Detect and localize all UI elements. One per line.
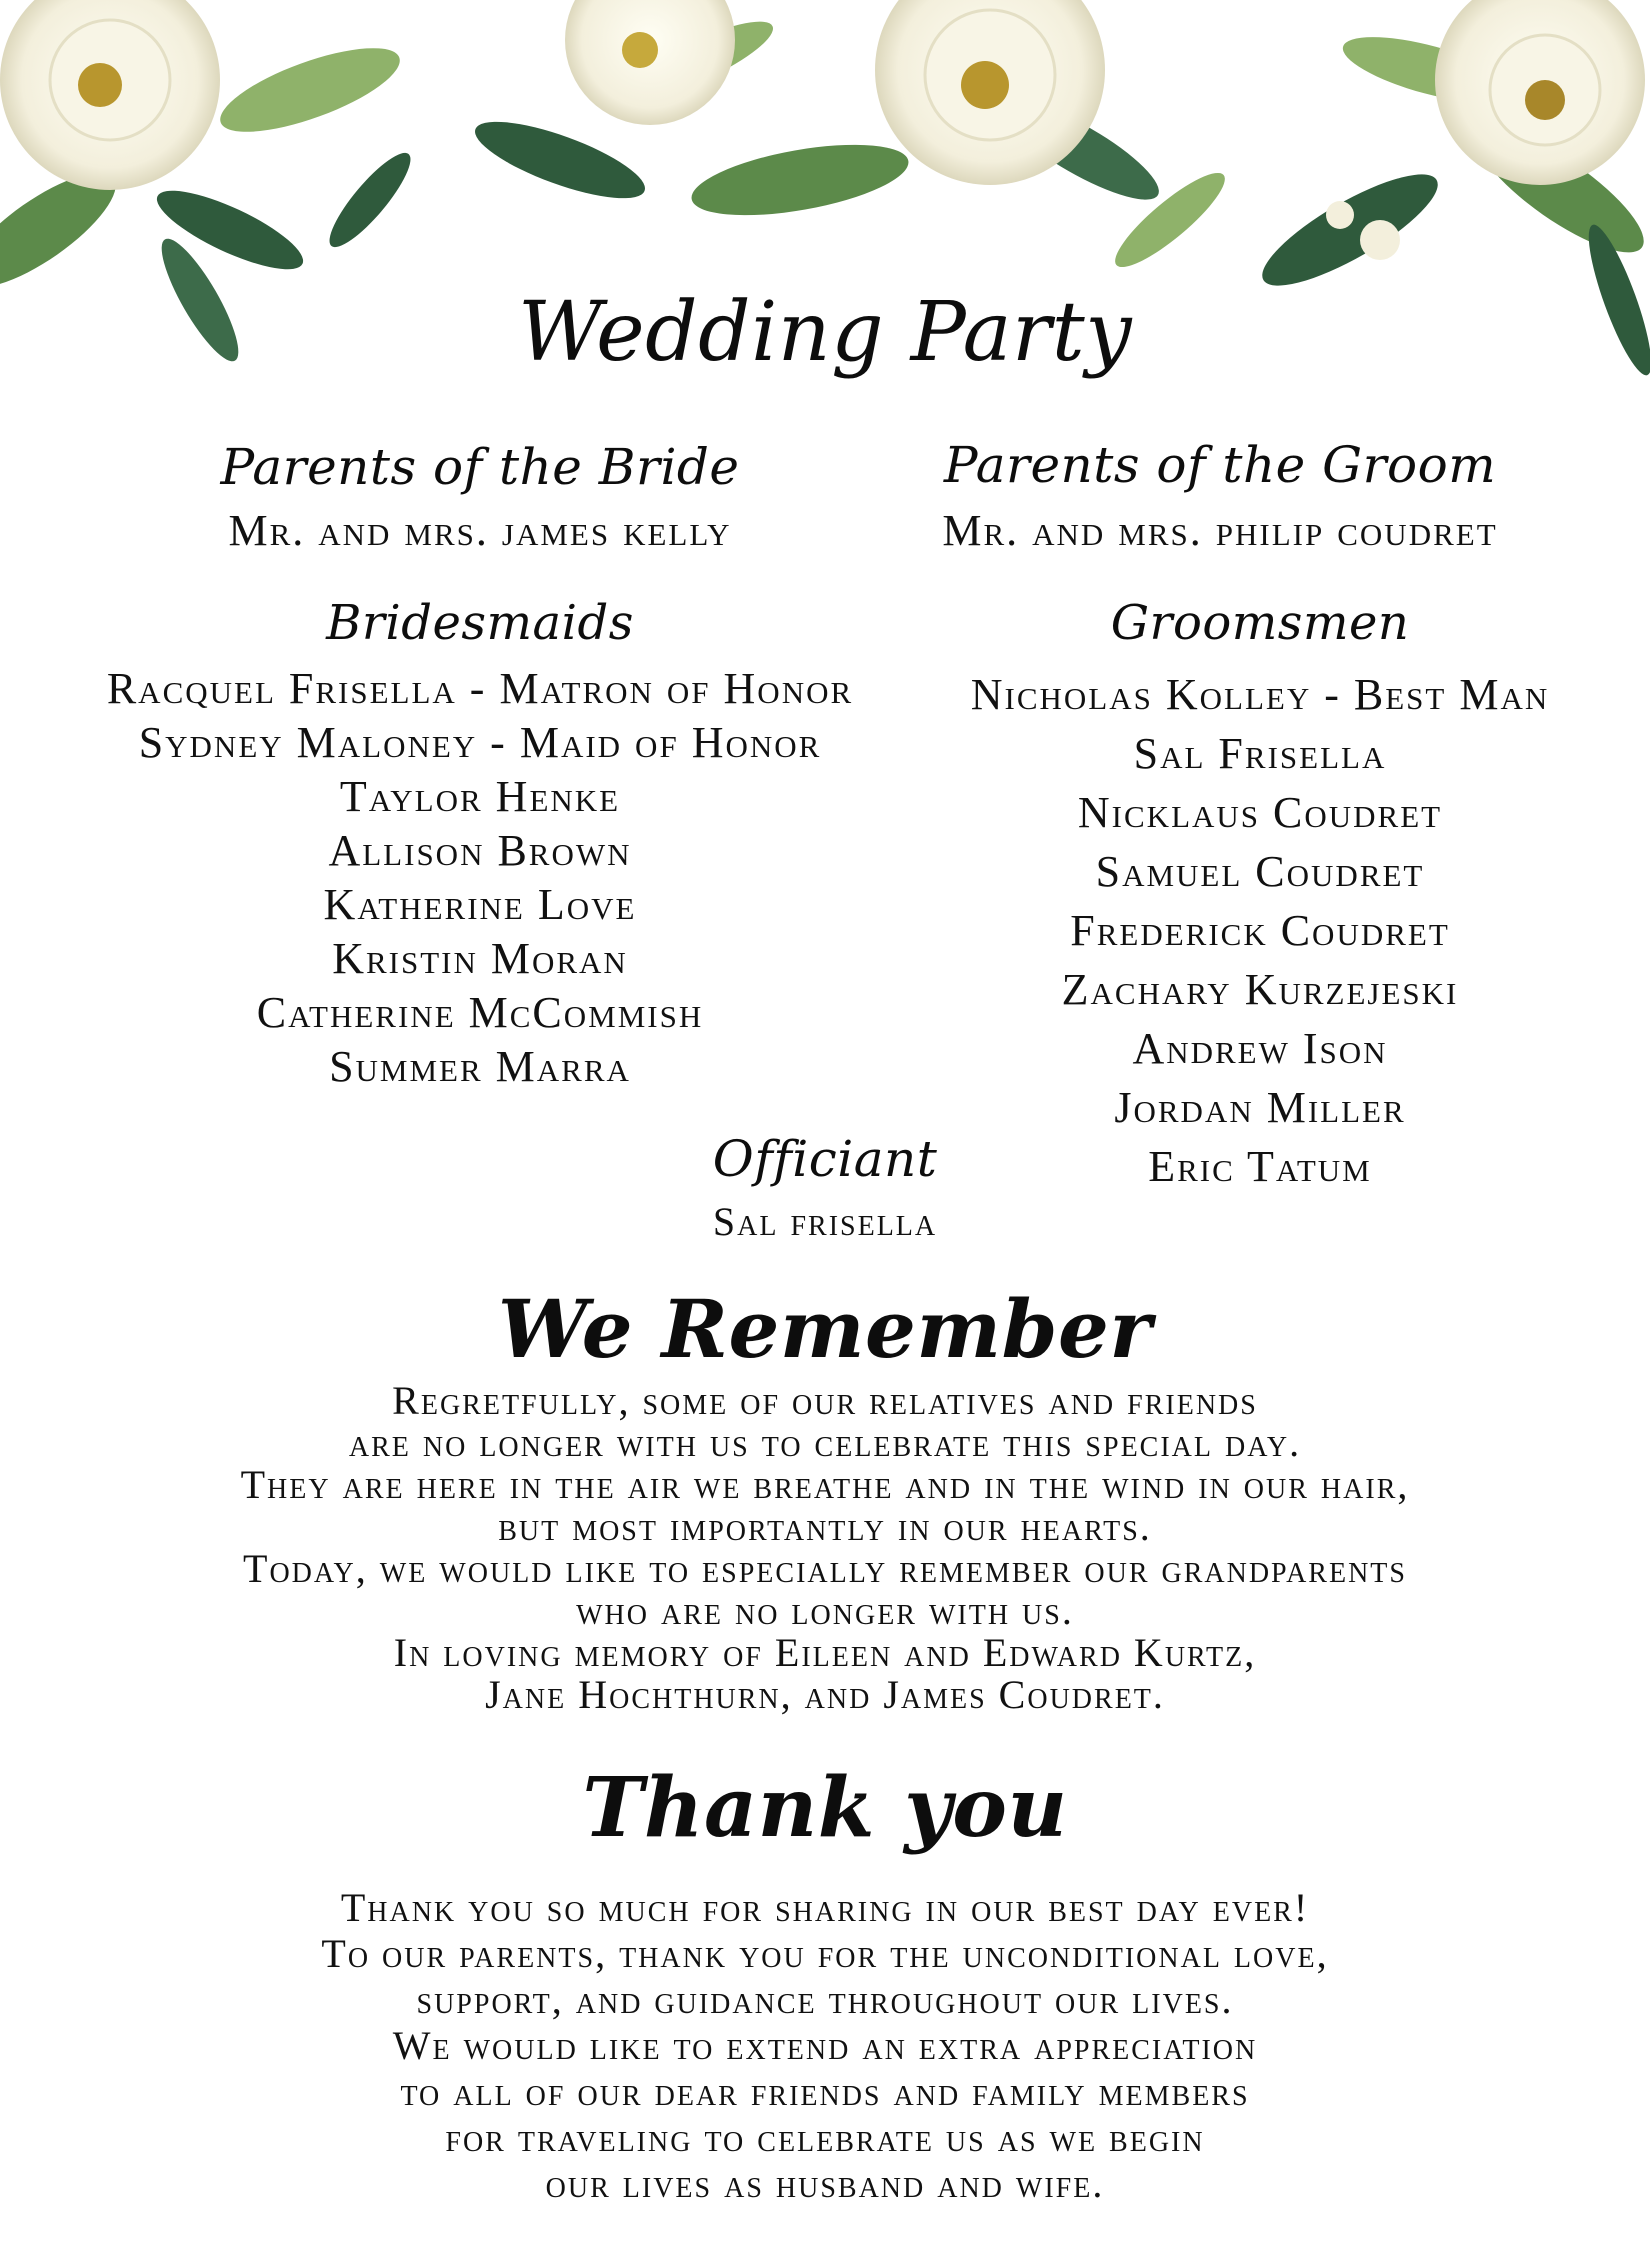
remember-line: In loving memory of Eileen and Edward Kurtz, (393, 1630, 1257, 1675)
groomsman-name: Jordan Miller (1114, 1083, 1406, 1132)
groomsman-name: Nicklaus Coudret (1077, 788, 1443, 837)
parents-groom-heading: Parents of the Groom (943, 436, 1497, 494)
remember-line: Jane Hochthurn, and James Coudret. (485, 1672, 1165, 1717)
groomsman-name: Frederick Coudret (1070, 906, 1450, 955)
remember-line: are no longer with us to celebrate this special day. (348, 1420, 1302, 1465)
we-remember-title: We Remember (497, 1282, 1153, 1376)
parents-groom-names: Mr. and mrs. philip coudret (942, 506, 1498, 555)
bridesmaid-name: Allison Brown (328, 826, 632, 875)
parents-bride-names: Mr. and mrs. james kelly (228, 506, 732, 555)
thank-you-line: to all of our dear friends and family members (400, 2069, 1250, 2114)
groomsman-name: Samuel Coudret (1095, 847, 1425, 896)
officiant-heading: Officiant (712, 1130, 938, 1188)
officiant-name: Sal frisella (712, 1199, 938, 1244)
thank-you-line: for traveling to celebrate us as we begin (445, 2115, 1205, 2160)
parents-bride-heading: Parents of the Bride (220, 438, 740, 496)
thank-you-line: To our parents, thank you for the unconditional love, (321, 1931, 1329, 1976)
groomsman-name: Sal Frisella (1133, 729, 1387, 778)
thank-you-line: our lives as husband and wife. (545, 2161, 1105, 2206)
bridesmaid-name: Summer Marra (329, 1042, 631, 1091)
thank-you-title: Thank you (582, 1760, 1068, 1856)
thank-you-paragraph (60, 1885, 1590, 2207)
groomsmen-list (900, 665, 1620, 1196)
groomsman-name: Eric Tatum (1148, 1142, 1372, 1191)
white-rose-center-left (565, 0, 735, 125)
remember-line: who are no longer with us. (576, 1588, 1074, 1633)
groomsmen-heading: Groomsmen (1110, 595, 1410, 651)
white-rose-left (0, 0, 220, 190)
white-rose-right (1435, 0, 1645, 185)
groomsman-name: Nicholas Kolley - Best Man (970, 670, 1550, 719)
groomsman-name: Zachary Kurzejeski (1061, 965, 1459, 1014)
bridesmaids-list (20, 662, 940, 1094)
bridesmaid-name: Kristin Moran (332, 934, 628, 983)
bridesmaid-name: Taylor Henke (339, 772, 621, 821)
thank-you-line: Thank you so much for sharing in our best day ever! (340, 1885, 1310, 1930)
thank-you-line: We would like to extend an extra appreciation (392, 2023, 1258, 2068)
wedding-party-title: Wedding Party (517, 285, 1133, 380)
bridesmaid-name: Sydney Maloney - Maid of Honor (138, 718, 822, 767)
thank-you-line: support, and guidance throughout our lives. (416, 1977, 1234, 2022)
bridesmaid-name: Catherine McCommish (256, 988, 704, 1037)
bridesmaid-name: Racquel Frisella - Matron of Honor (106, 664, 854, 713)
bridesmaids-heading: Bridesmaids (326, 595, 634, 651)
remember-paragraph (60, 1380, 1590, 1716)
remember-line: Today, we would like to especially remember our grandparents (243, 1546, 1407, 1591)
bridesmaid-name: Katherine Love (323, 880, 637, 929)
remember-line: Regretfully, some of our relatives and friends (392, 1378, 1258, 1423)
remember-line: but most importantly in our hearts. (498, 1504, 1152, 1549)
groomsman-name: Andrew Ison (1132, 1024, 1388, 1073)
remember-line: They are here in the air we breathe and in the wind in our hair, (240, 1462, 1410, 1507)
